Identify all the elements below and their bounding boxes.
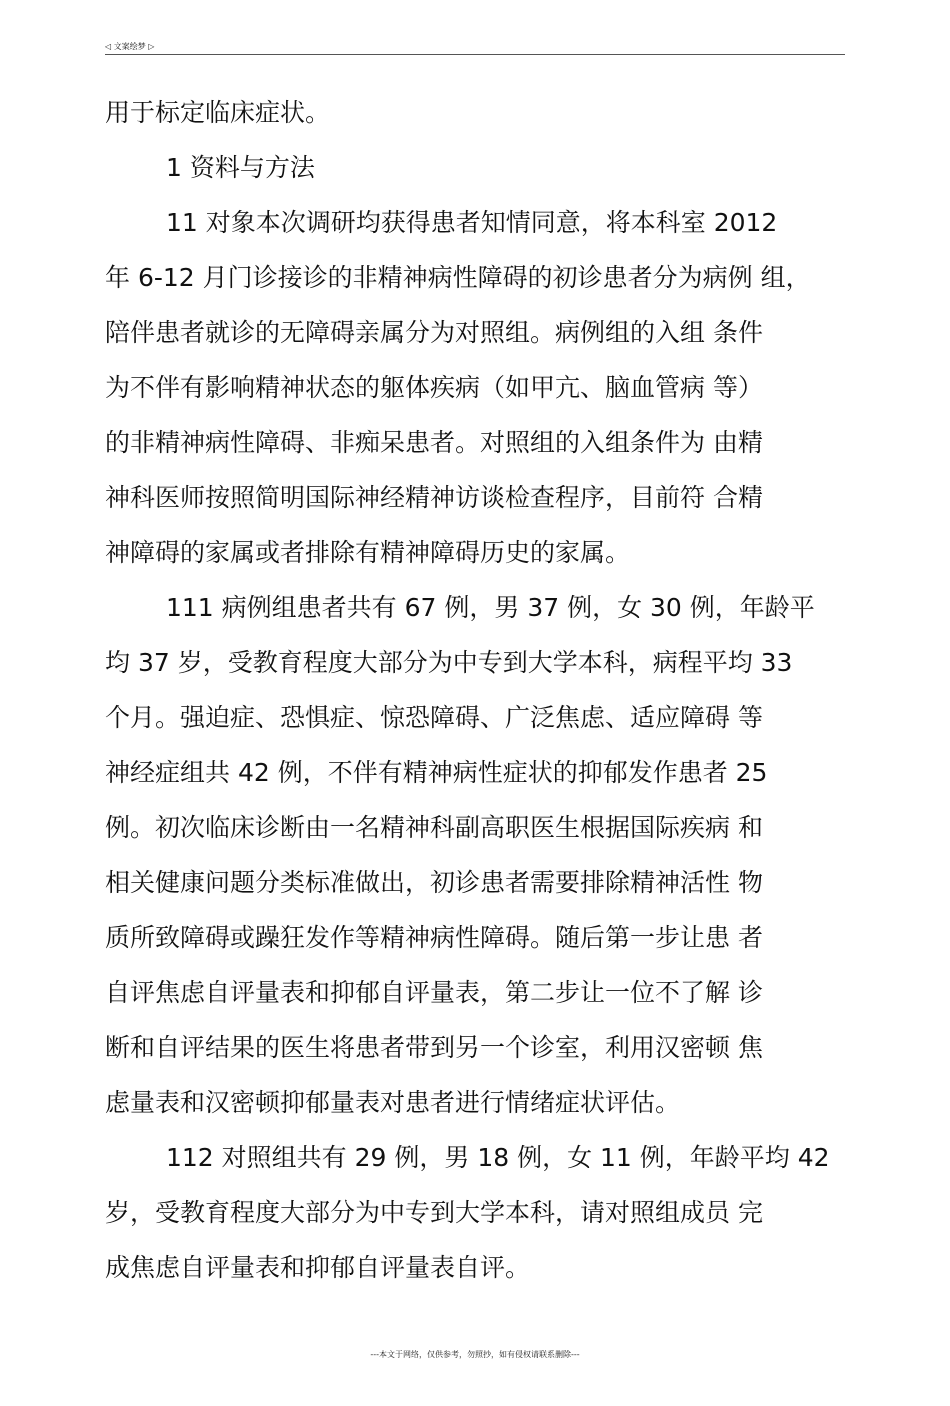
paragraph-line: 例。初次临床诊断由一名精神科副高职医生根据国际疾病 和 <box>105 813 763 842</box>
paragraph-line: 神科医师按照简明国际神经精神访谈检查程序，目前符 合精 <box>105 483 763 512</box>
section-heading: 1 资料与方法 <box>166 153 315 182</box>
paragraph-line: 岁，受教育程度大部分为中专到大学本科，请对照组成员 完 <box>105 1198 763 1227</box>
header-divider <box>105 54 845 55</box>
paragraph-line: 11 对象本次调研均获得患者知情同意，将本科室 2012 <box>166 208 778 237</box>
document-body <box>105 85 855 1295</box>
paragraph-line: 成焦虑自评量表和抑郁自评量表自评。 <box>105 1253 531 1282</box>
paragraph-line: 陪伴患者就诊的无障碍亲属分为对照组。病例组的入组 条件 <box>105 318 763 347</box>
page-footer: ---本文于网络，仅供参考，勿照抄，如有侵权请联系删除--- <box>370 1350 580 1359</box>
text-line: 用于标定临床症状。 <box>105 98 331 127</box>
paragraph-line: 112 对照组共有 29 例，男 18 例，女 11 例，年龄平均 42 <box>166 1143 830 1172</box>
paragraph-line: 神障碍的家属或者排除有精神障碍历史的家属。 <box>105 538 631 567</box>
paragraph-line: 111 病例组患者共有 67 例，男 37 例，女 30 例，年龄平 <box>166 593 815 622</box>
page-header: ◁ 文案绘梦 ▷ <box>105 42 155 51</box>
paragraph-line: 年 6-12 月门诊接诊的非精神病性障碍的初诊患者分为病例 组， <box>105 263 811 292</box>
paragraph-line: 为不伴有影响精神状态的躯体疾病（如甲亢、脑血管病 等） <box>105 373 763 402</box>
paragraph-line: 自评焦虑自评量表和抑郁自评量表，第二步让一位不了解 诊 <box>105 978 763 1007</box>
paragraph-line: 质所致障碍或躁狂发作等精神病性障碍。随后第一步让患 者 <box>105 923 763 952</box>
paragraph-line: 相关健康问题分类标准做出，初诊患者需要排除精神活性 物 <box>105 868 763 897</box>
paragraph-line: 均 37 岁，受教育程度大部分为中专到大学本科，病程平均 33 <box>105 648 793 677</box>
paragraph-line: 神经症组共 42 例，不伴有精神病性症状的抑郁发作患者 25 <box>105 758 768 787</box>
paragraph-line: 的非精神病性障碍、非痴呆患者。对照组的入组条件为 由精 <box>105 428 763 457</box>
paragraph-line: 个月。强迫症、恐惧症、惊恐障碍、广泛焦虑、适应障碍 等 <box>105 703 763 732</box>
paragraph-line: 虑量表和汉密顿抑郁量表对患者进行情绪症状评估。 <box>105 1088 681 1117</box>
paragraph-line: 断和自评结果的医生将患者带到另一个诊室，利用汉密顿 焦 <box>105 1033 763 1062</box>
